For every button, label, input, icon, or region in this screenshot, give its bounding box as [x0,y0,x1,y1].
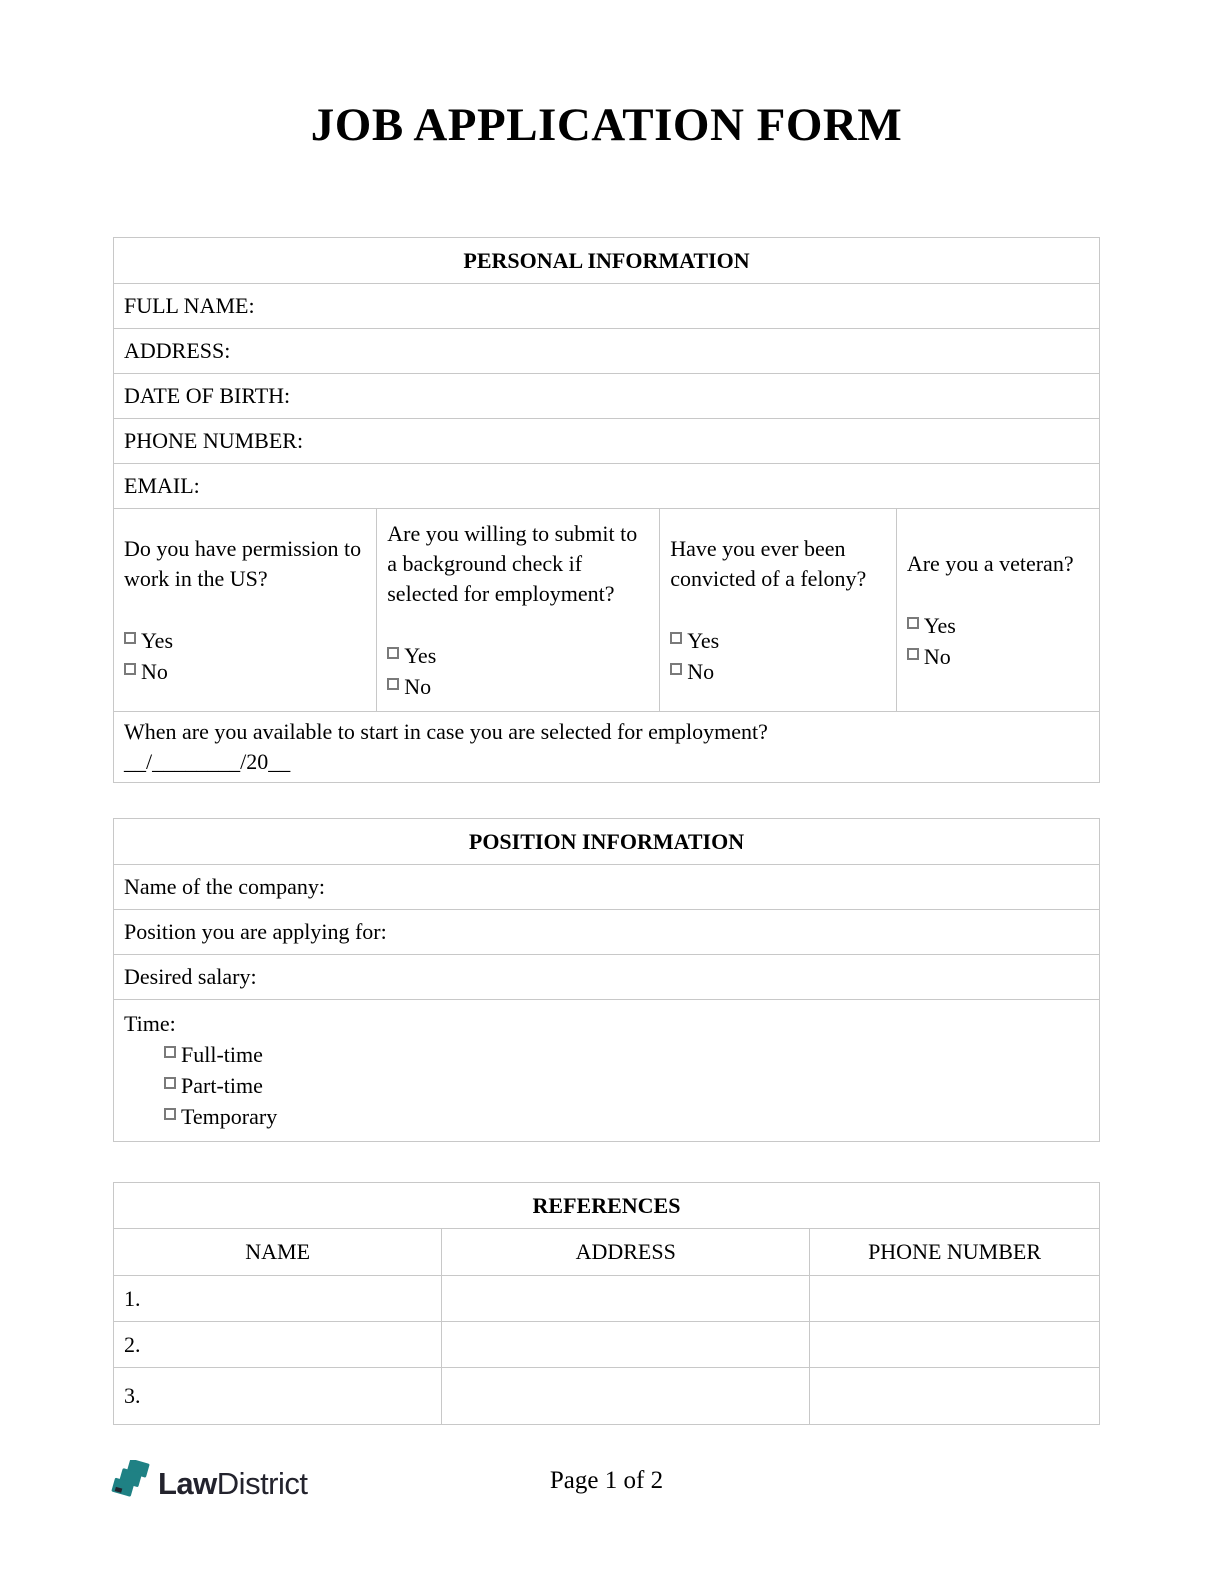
references-column-phone: PHONE NUMBER [810,1229,1100,1276]
position-applied-field[interactable] [114,910,1100,955]
table-row [114,1368,1100,1425]
phone-number-field[interactable] [114,419,1100,464]
reference-1-name-cell[interactable] [114,1276,442,1322]
question-work-permission [114,509,377,712]
section-header-position: POSITION INFORMATION [114,819,1100,865]
references-column-name: NAME [114,1229,442,1276]
reference-3-name-cell[interactable] [114,1368,442,1425]
reference-1-number: 1. [124,1285,141,1311]
desired-salary-label: Desired salary: [124,964,257,989]
reference-3-number: 3. [124,1383,141,1408]
company-name-field[interactable] [114,865,1100,910]
felony-no-label: No [687,658,715,684]
position-applied-label: Position you are applying for: [124,919,387,944]
question-felony-text: Have you ever been convicted of a felony? [670,535,867,591]
work-permission-yes-checkbox[interactable] [124,632,136,644]
table-row [114,1322,1100,1368]
full-time-label: Full-time [181,1042,263,1067]
references-column-address: ADDRESS [442,1229,810,1276]
veteran-no-checkbox[interactable] [907,648,919,660]
felony-yes-checkbox[interactable] [670,632,682,644]
reference-2-number: 2. [124,1331,141,1357]
felony-yes-label: Yes [687,627,720,653]
work-permission-no-label: No [141,658,168,684]
desired-salary-field[interactable] [114,955,1100,1000]
email-label: EMAIL: [124,473,200,498]
phone-number-label: PHONE NUMBER: [124,428,304,453]
references-table [113,1182,1100,1425]
work-permission-yes-label: Yes [141,627,174,653]
address-label: ADDRESS: [124,338,231,363]
position-information-table [113,818,1100,1142]
work-permission-no-checkbox[interactable] [124,663,136,675]
background-check-yes-label: Yes [404,642,437,668]
temporary-label: Temporary [181,1104,278,1129]
full-name-field[interactable] [114,284,1100,329]
page-footer [0,1455,1224,1515]
part-time-label: Part-time [181,1073,263,1098]
full-time-checkbox[interactable] [164,1046,176,1058]
question-work-permission-text: Do you have permission to work in the US? [124,535,362,591]
background-check-no-label: No [404,673,432,699]
time-field [114,1000,1100,1142]
question-background-check-text: Are you willing to submit to a background check if selected for employment? [387,520,638,606]
veteran-yes-checkbox[interactable] [907,617,919,629]
table-row [114,1276,1100,1322]
reference-2-address-cell[interactable] [442,1322,810,1368]
company-name-label: Name of the company: [124,874,325,899]
section-header-references: REFERENCES [114,1183,1100,1229]
reference-2-phone-cell[interactable] [810,1322,1100,1368]
veteran-no-label: No [923,643,951,669]
felony-no-checkbox[interactable] [670,663,682,675]
brand-district: District [216,1465,308,1501]
brand-law: Law [158,1465,217,1501]
document-page [113,0,1100,1425]
page-title: JOB APPLICATION FORM [310,99,903,151]
question-veteran [896,509,1099,712]
reference-1-address-cell[interactable] [442,1276,810,1322]
availability-question: When are you available to start in case you are selected for employment? [124,719,768,744]
time-label: Time: [124,1011,176,1036]
full-name-label: FULL NAME: [124,293,255,318]
part-time-checkbox[interactable] [164,1077,176,1089]
background-check-no-checkbox[interactable] [387,678,399,690]
question-veteran-text: Are you a veteran? [906,550,1074,576]
personal-information-table [113,237,1100,783]
availability-field[interactable] [114,712,1100,783]
page-number-label: Page 1 of 2 [549,1467,664,1494]
veteran-yes-label: Yes [923,612,956,638]
date-of-birth-field[interactable] [114,374,1100,419]
temporary-checkbox[interactable] [164,1108,176,1120]
date-of-birth-label: DATE OF BIRTH: [124,383,291,408]
reference-3-address-cell[interactable] [442,1368,810,1425]
reference-3-phone-cell[interactable] [810,1368,1100,1425]
reference-2-name-cell[interactable] [114,1322,442,1368]
availability-answer-line: __/________/20__ [124,749,291,774]
question-background-check [377,509,660,712]
email-field[interactable] [114,464,1100,509]
question-felony [660,509,897,712]
background-check-yes-checkbox[interactable] [387,647,399,659]
address-field[interactable] [114,329,1100,374]
section-header-personal: PERSONAL INFORMATION [114,238,1100,284]
reference-1-phone-cell[interactable] [810,1276,1100,1322]
